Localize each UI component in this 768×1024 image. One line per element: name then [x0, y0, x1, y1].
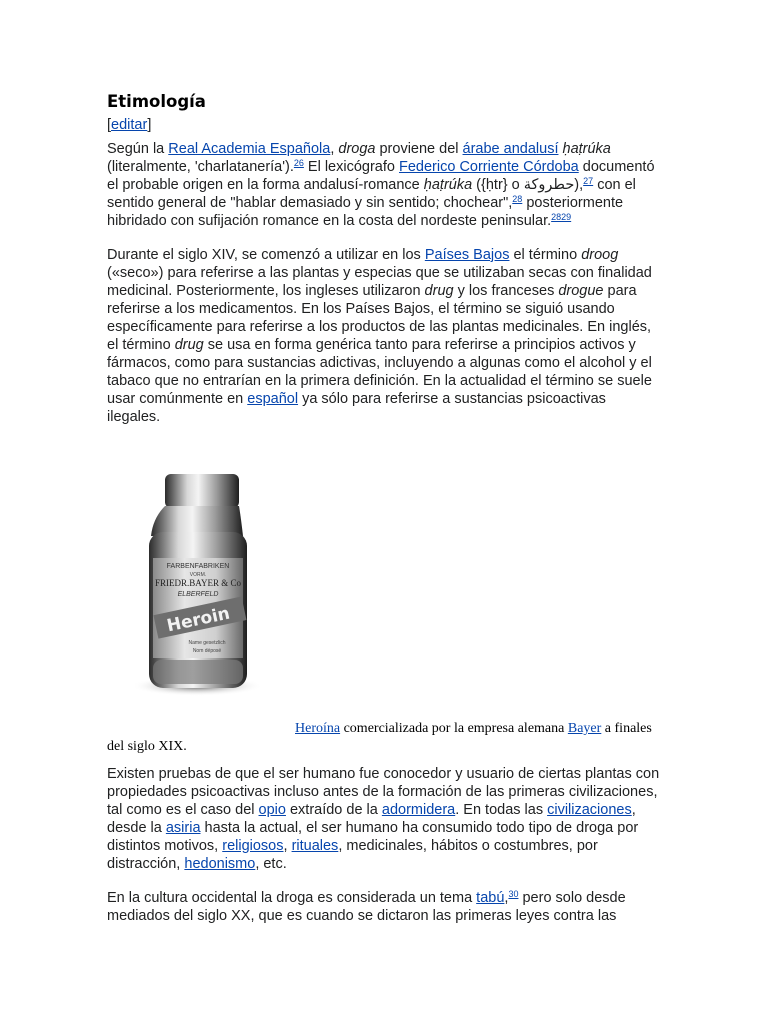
- edit-link[interactable]: editar: [111, 117, 148, 133]
- text: extraído de la: [285, 802, 382, 818]
- section-heading: Etimología: [107, 92, 206, 111]
- text: ({ḥtr} o حطروكة),: [472, 177, 584, 193]
- text: ,: [283, 838, 292, 854]
- heroin-bottle-image[interactable]: [135, 472, 265, 700]
- text: ,: [504, 890, 509, 906]
- link-real-academia[interactable]: Real Academia Española: [168, 141, 331, 157]
- text: . En todas las: [455, 802, 548, 818]
- paragraph-origin: [107, 140, 663, 230]
- text: hasta la actual, el ser humano ha consumido todo tipo de droga por distintos motivos,: [107, 820, 639, 854]
- term-droga: droga: [338, 141, 376, 157]
- figure-caption: [107, 720, 663, 756]
- text: («seco») para referirse a las plantas y especias que se utilizaban secas con finalidad medicinal. Posteriormente, los ingleses utilizaron: [107, 265, 652, 299]
- ref-28[interactable]: 28: [512, 194, 523, 204]
- link-tabu[interactable]: tabú: [476, 890, 505, 906]
- link-adormidera[interactable]: adormidera: [381, 802, 456, 818]
- link-religiosos[interactable]: religiosos: [222, 838, 284, 854]
- edit-bracket-close: ]: [147, 117, 152, 133]
- text: con el sentido general de "hablar demasiado y sin sentido; chochear",: [107, 177, 636, 211]
- label-brand-text: Heroin: [165, 603, 232, 637]
- link-asiria[interactable]: asiria: [165, 820, 201, 836]
- link-civilizaciones[interactable]: civilizaciones: [547, 802, 632, 818]
- link-rituales[interactable]: rituales: [291, 838, 339, 854]
- term-droog: droog: [581, 247, 619, 263]
- text: , medicinales, hábitos o costumbres, por distracción,: [107, 838, 598, 872]
- link-espanol[interactable]: español: [247, 391, 299, 407]
- bottle-neck: [165, 474, 239, 508]
- term-hatruka: ḥaṭrúka: [562, 141, 611, 157]
- bottle-contents: [153, 660, 243, 684]
- label-city-text: ELBERFELD: [177, 591, 219, 598]
- text: documentó el probable origen en la forma andalusí-romance: [107, 159, 655, 193]
- text: comercializada por la empresa alemana: [340, 721, 568, 736]
- text: posteriormente hibridado con sufijación romance en la costa del nordeste peninsular.: [107, 195, 624, 229]
- term-drug: drug: [424, 283, 454, 299]
- text: , etc.: [255, 856, 287, 872]
- text: a finales del siglo XIX.: [107, 721, 652, 754]
- label-top-text: FARBENFABRIKEN: [166, 563, 230, 570]
- caption-link-bayer[interactable]: Bayer: [567, 721, 602, 736]
- link-opio[interactable]: opio: [258, 802, 286, 818]
- text: Según la: [107, 141, 169, 157]
- label-vorm-text: VORM.: [189, 572, 207, 578]
- ref-27[interactable]: 27: [583, 176, 594, 186]
- text: , desde la: [107, 802, 636, 836]
- text: ,: [330, 141, 339, 157]
- text: (literalmente, 'charlatanería').: [107, 159, 294, 175]
- figure-heroin-bottle: [107, 456, 663, 712]
- term-drogue: drogue: [558, 283, 604, 299]
- paragraph-ancient-use: [107, 765, 663, 873]
- ref-30[interactable]: 30: [508, 889, 519, 899]
- text: para referirse a los medicamentos. En los Países Bajos, el término se siguió usando específicamente para referirse a los productos de las plantas medicinales. En inglés, el término: [107, 283, 652, 353]
- text: se usa en forma genérica tanto para referirse a principios activos y fármacos, como para sustancias adictivas, incluyendo a algunas como el alcohol y el tabaco que no entrarían en la primera definición. En la actualidad el término se suele usar comúnmente en: [107, 337, 652, 407]
- paragraph-history: [107, 246, 663, 426]
- text: El lexicógrafo: [303, 159, 399, 175]
- link-federico-corriente[interactable]: Federico Corriente Córdoba: [399, 159, 579, 175]
- text: y los franceses: [453, 283, 559, 299]
- text: proviene del: [375, 141, 463, 157]
- text: pero solo desde mediados del siglo XX, que es cuando se dictaron las primeras leyes contra las: [107, 890, 626, 924]
- label-small-text-2: Nom déposé: [192, 648, 222, 654]
- text: el término: [509, 247, 582, 263]
- link-arabe-andalusi[interactable]: árabe andalusí: [462, 141, 559, 157]
- ref-26[interactable]: 26: [293, 158, 304, 168]
- term-hatruka: ḥaṭrúka: [423, 177, 473, 193]
- text: ya sólo para referirse a sustancias psicoactivas ilegales.: [107, 391, 606, 425]
- paragraph-western-culture: [107, 889, 663, 925]
- text: En la cultura occidental la droga es considerada un tema: [107, 890, 477, 906]
- edit-section: [107, 116, 663, 134]
- label-small-text-1: Name gesetzlich: [188, 640, 226, 646]
- link-hedonismo[interactable]: hedonismo: [184, 856, 256, 872]
- text: Existen pruebas de que el ser humano fue conocedor y usuario de ciertas plantas con propiedades psicoactivas incluso antes de la formación de las primeras civilizaciones, tal como es el caso del: [107, 766, 660, 818]
- text: Durante el siglo XIV, se comenzó a utilizar en los: [107, 247, 425, 263]
- link-paises-bajos[interactable]: Países Bajos: [424, 247, 510, 263]
- ref-28-29[interactable]: 2829: [551, 212, 572, 222]
- edit-bracket-open: [: [107, 117, 112, 133]
- term-drug: drug: [174, 337, 204, 353]
- caption-link-heroina[interactable]: Heroína: [295, 721, 341, 736]
- label-name-text: FRIEDR.BAYER & Co: [155, 578, 241, 588]
- article-content: [107, 88, 663, 941]
- bottle-shoulder: [151, 506, 243, 536]
